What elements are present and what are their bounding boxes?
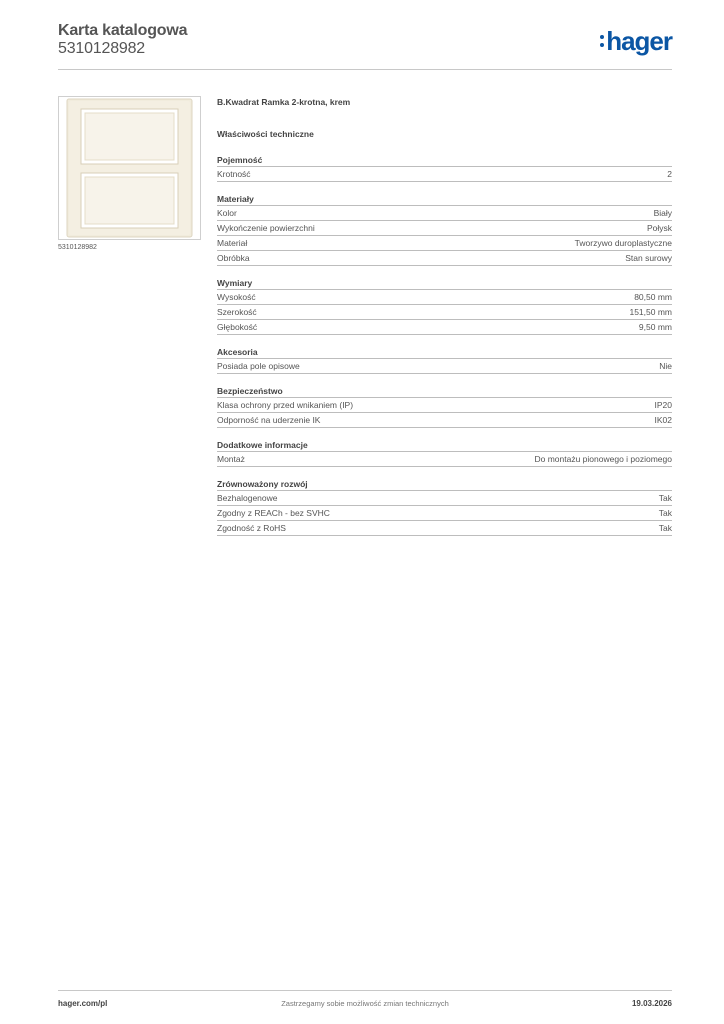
property-label: Bezhalogenowe: [217, 493, 278, 503]
property-label: Wysokość: [217, 292, 256, 302]
property-value: Tworzywo duroplastyczne: [574, 238, 672, 248]
property-value: Połysk: [646, 223, 672, 233]
logo-colon-icon: [600, 35, 604, 47]
property-row: [217, 290, 672, 305]
document-title: Karta katalogowa: [58, 22, 188, 39]
property-label: Klasa ochrony przed wnikaniem (IP): [217, 400, 354, 410]
property-row: [217, 320, 672, 335]
property-row: [217, 236, 672, 251]
property-value: IP20: [654, 400, 672, 410]
property-label: Zgodny z REACh - bez SVHC: [217, 508, 330, 518]
property-label: Głębokość: [217, 322, 258, 332]
property-section: [217, 154, 672, 182]
property-label: Posiada pole opisowe: [217, 361, 300, 371]
property-label: Kolor: [217, 208, 237, 218]
section-title: Zrównoważony rozwój: [217, 478, 672, 491]
property-row: [217, 413, 672, 428]
property-value: Nie: [659, 361, 672, 371]
product-name: B.Kwadrat Ramka 2-krotna, krem: [217, 97, 351, 107]
property-row: [217, 506, 672, 521]
section-title: Materiały: [217, 193, 672, 206]
property-row: [217, 359, 672, 374]
property-section: [217, 385, 672, 428]
product-image: [58, 96, 201, 240]
section-title: Akcesoria: [217, 346, 672, 359]
footer-disclaimer: Zastrzegamy sobie możliwość zmian technicznych: [281, 999, 449, 1008]
property-row: [217, 398, 672, 413]
page-footer: [58, 990, 672, 1014]
property-row: [217, 521, 672, 536]
properties-sections: [217, 154, 672, 536]
section-title: Pojemność: [217, 154, 672, 167]
property-label: Zgodność z RoHS: [217, 523, 286, 533]
footer-website: hager.com/pl: [58, 999, 108, 1008]
property-label: Obróbka: [217, 253, 250, 263]
page-header: [58, 22, 672, 70]
property-section: [217, 478, 672, 536]
footer-date: 19.03.2026: [631, 999, 672, 1008]
property-label: Krotność: [217, 169, 251, 179]
technical-properties-heading: Właściwości techniczne: [217, 129, 314, 139]
product-image-caption: 5310128982: [58, 244, 97, 251]
property-row: [217, 167, 672, 182]
property-label: Odporność na uderzenie IK: [217, 415, 321, 425]
property-value: 9,50 mm: [638, 322, 672, 332]
property-label: Szerokość: [217, 307, 257, 317]
property-row: [217, 305, 672, 320]
section-title: Dodatkowe informacje: [217, 439, 672, 452]
property-value: 2: [667, 169, 672, 179]
property-value: Tak: [658, 493, 672, 503]
property-section: [217, 346, 672, 374]
property-value: 151,50 mm: [629, 307, 672, 317]
document-number: 5310128982: [58, 40, 145, 57]
property-value: Do montażu pionowego i poziomego: [534, 454, 672, 464]
property-row: [217, 221, 672, 236]
property-row: [217, 491, 672, 506]
property-value: IK02: [654, 415, 672, 425]
product-details: [217, 97, 672, 547]
property-row: [217, 452, 672, 467]
property-row: [217, 206, 672, 221]
hager-logo: [600, 28, 672, 54]
property-value: Stan surowy: [625, 253, 672, 263]
logo-text: hager: [606, 26, 672, 56]
property-value: Tak: [658, 508, 672, 518]
section-title: Wymiary: [217, 277, 672, 290]
property-value: 80,50 mm: [634, 292, 672, 302]
property-section: [217, 277, 672, 335]
property-row: [217, 251, 672, 266]
property-value: Biały: [653, 208, 672, 218]
property-section: [217, 439, 672, 467]
frame-image-icon: [59, 97, 200, 239]
property-value: Tak: [658, 523, 672, 533]
property-label: Materiał: [217, 238, 248, 248]
section-title: Bezpieczeństwo: [217, 385, 672, 398]
property-label: Wykończenie powierzchni: [217, 223, 315, 233]
property-section: [217, 193, 672, 266]
property-label: Montaż: [217, 454, 245, 464]
